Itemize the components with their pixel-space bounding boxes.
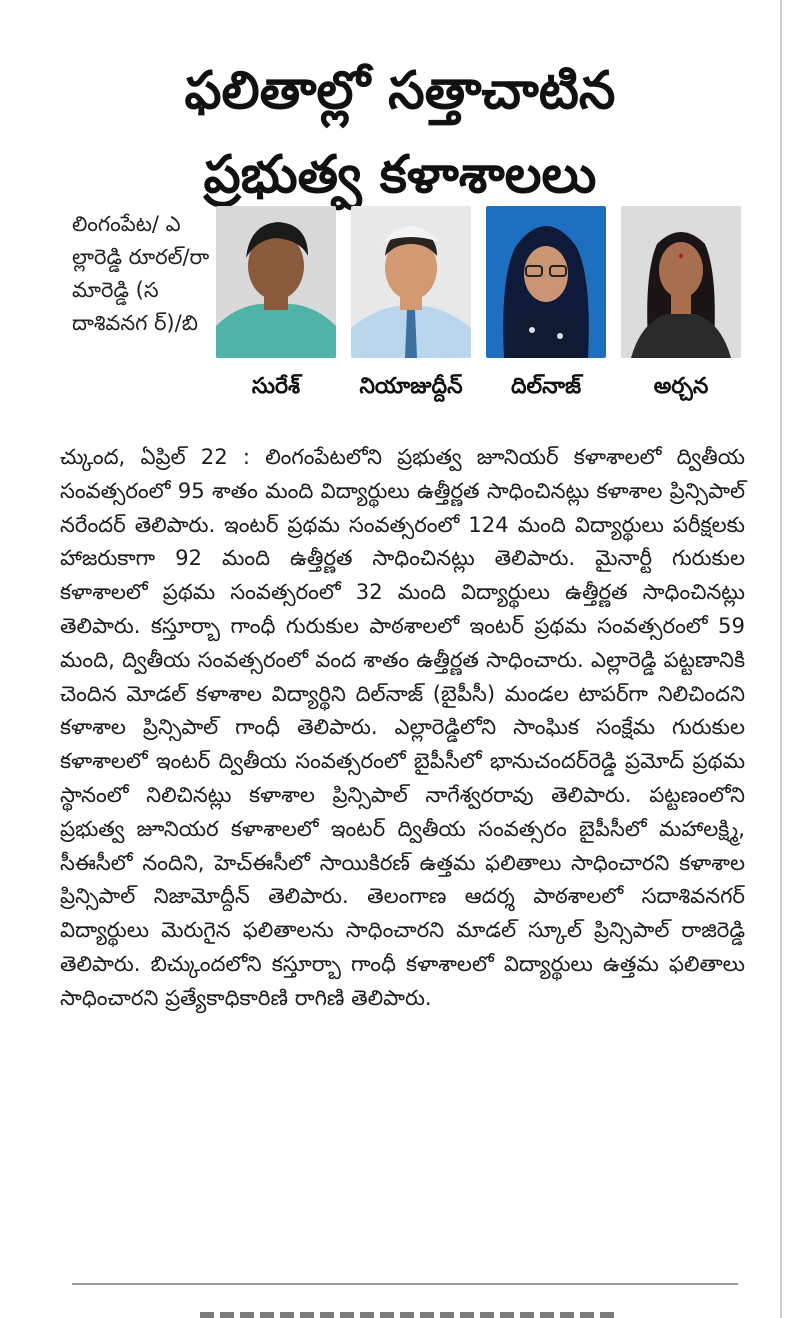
photo-caption: నియాజుద్దీన్ [359, 374, 463, 399]
article-body [60, 440, 745, 1015]
photo-caption: సురేశ్ [251, 374, 301, 399]
headline-line-1: ఫలితాల్లో సత్తాచాటిన [184, 60, 616, 121]
photo-caption: అర్చన [653, 374, 709, 399]
page-edge-rule [780, 0, 782, 1318]
student-photo-dilnaz [486, 206, 606, 358]
photo-caption: దిల్‌నాజ్ [510, 374, 582, 399]
dateline: లింగంపేట/ ఎల్లారెడ్డి రూరల్/రా మారెడ్డి (స దాశివనగ ర్)/బి [72, 212, 210, 335]
student-photo-niyazuddin [351, 206, 471, 358]
headline-line-2: ప్రభుత్వ కళాశాలలు [203, 144, 597, 205]
photo-card-suresh [216, 206, 336, 412]
portrait-image [621, 206, 741, 358]
portrait-image [351, 206, 471, 358]
next-article-cutoff [200, 1302, 620, 1318]
student-photo-archana [621, 206, 741, 358]
article-body-text: చ్కుంద, ఏప్రిల్ 22 : లింగంపేటలోని ప్రభుత్వ జూనియర్ కళాశాలలో ద్వితీయ సంవత్సరంలో 95 శాతం మంది విద్యార్థులు ఉత్తీర్ణత సాధించినట్లు కళాశాల ప్రిన్సిపాల్ నరేందర్ తెలిపారు. ఇంటర్ ప్రథమ సంవత్సరంలో 124 మంది విద్యార్థులు పరీక్షలకు హాజరుకాగా 92 మంది ఉత్తీర్ణత సాధించినట్లు తెలిపారు. మైనార్టీ గురుకుల కళాశాలలో ప్రథమ సంవత్సరంలో 32 మంది విద్యార్థులు ఉత్తీర్ణత సాధించినట్లు తెలిపారు. కస్తూర్బా గాంధీ గురుకుల పాఠశాలలో ఇంటర్ ప్రథమ సంవత్సరంలో 59 మంది, ద్వితీయ సంవత్సరంలో వంద శాతం ఉత్తీర్ణత సాధించారు. ఎల్లారెడ్డి పట్టణానికి చెందిన మోడల్ కళాశాల విద్యార్థిని దిల్‌నాజ్ (బైపీసీ) మండల టాపర్‌గా నిలిచిందని కళాశాల ప్రిన్సిపాల్ గాంధీ తెలిపారు. ఎల్లారెడ్డిలోని సాంఘిక సంక్షేమ గురుకుల కళాశాలలో ఇంటర్ ద్వితీయ సంవత్సరంలో బైపీసీలో భానుచందర్‌రెడ్డి ప్రమోద్ ప్రథమ స్థానంలో నిలిచినట్లు కళాశాల ప్రిన్సిపాల్ నాగేశ్వరరావు తెలిపారు. పట్టణంలోని ప్రభుత్వ జూనియర కళాశాలలో ఇంటర్ ద్వితీయ సంవత్సరం బైపీసీలో మహాలక్ష్మి, సీఈసీలో నందిని, హెచ్ఈసీలో సాయికిరణ్ ఉత్తమ ఫలితాలు సాధించారని కళాశాల ప్రిన్సిపాల్ నిజామోద్దీన్ తెలిపారు. తెలంగాణ ఆదర్శ పాఠశాలలో సదాశివనగర్ విద్యార్థులు మెరుగైన ఫలితాలను సాధించారని మాడల్ స్కూల్ ప్రిన్సిపాల్ రాజిరెడ్డి తెలిపారు. బిచ్కుందలోని కస్తూర్బా గాంధీ కళాశాలలో విద్యార్థులు ఉత్తమ ఫలితాలు సాధించారని ప్రత్యేకాధికారిణి రాగిణి తెలిపారు. [60, 444, 745, 1010]
student-photo-suresh [216, 206, 336, 358]
headline [40, 49, 760, 217]
photo-strip [216, 206, 741, 412]
photo-card-dilnaz [486, 206, 606, 412]
portrait-image [486, 206, 606, 358]
photo-card-niyazuddin [351, 206, 471, 412]
portrait-image [216, 206, 336, 358]
column-divider [72, 1283, 738, 1285]
photo-card-archana [621, 206, 741, 412]
